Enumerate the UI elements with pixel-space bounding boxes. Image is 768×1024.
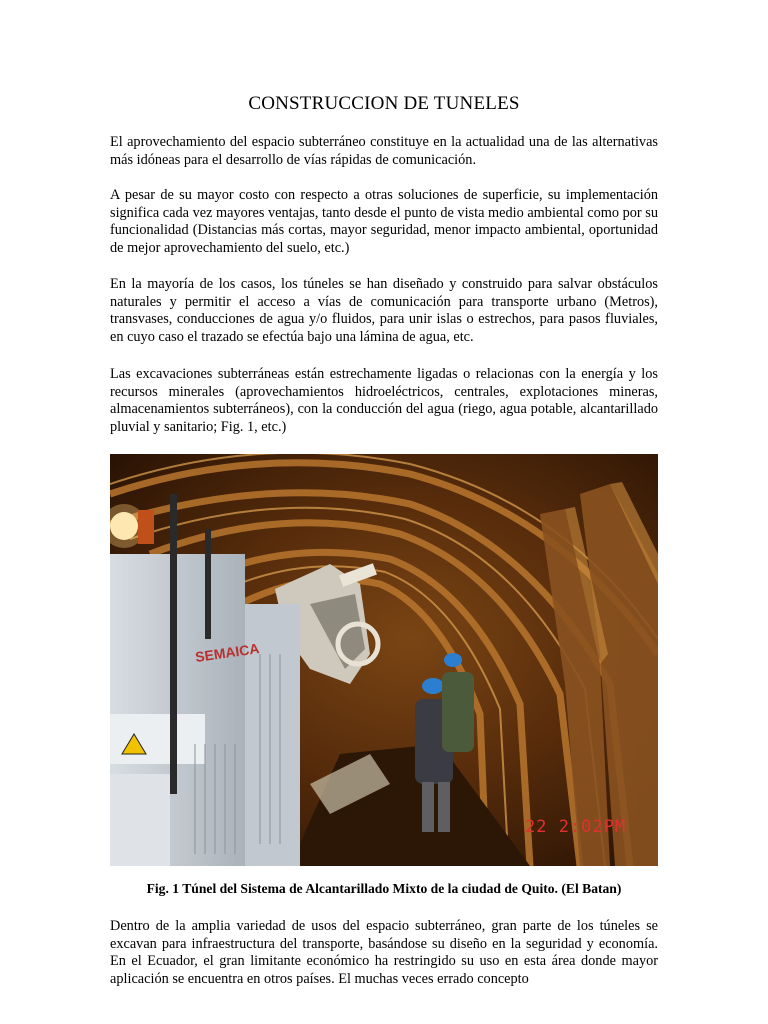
paragraph-uses: En la mayoría de los casos, los túneles se han diseñado y construido para salvar obstáculos naturales y permitir el acceso a vías de comunicación para transporte urbano (Metros), transvases, conducciones de agua y/o fluidos, para unir islas o estrechos, para pasos fluviales, en cuyo caso el trazado se efectúa bajo una lámina de agua, etc. — [110, 276, 658, 345]
paragraph-advantages: A pesar de su mayor costo con respecto a otras soluciones de superficie, su implementación significa cada vez mayores ventajas, tanto desde el punto de vista medio ambiental como por su funcionalidad (Distancias más cortas, mayor seguridad, menor impacto ambiental, oportunidad de mejor aprovechamiento del suelo, etc.) — [110, 187, 658, 256]
document-title: CONSTRUCCION DE TUNELES — [248, 93, 520, 114]
paragraph-transport: Dentro de la amplia variedad de usos del espacio subterráneo, gran parte de los túneles se excavan para infraestructura del transporte, basándose su diseño en la seguridad y economía. En el Ecuador, el gran limitante económico ha restringido su uso en esta área donde mayor aplicación se encuentra en otros países. El muchas veces errado concepto — [110, 918, 658, 987]
figure-caption: Fig. 1 Túnel del Sistema de Alcantarillado Mixto de la ciudad de Quito. (El Batan) — [146, 881, 622, 896]
tunnel-photo — [110, 454, 658, 866]
machine-brand-text: SEMAICA — [194, 640, 261, 665]
paragraph-intro: El aprovechamiento del espacio subterráneo constituye en la actualidad una de las alternativas más idóneas para el desarrollo de vías rápidas de comunicación. — [110, 134, 658, 168]
photo-timestamp: 22 2:02PM — [525, 817, 627, 837]
paragraph-excavations: Las excavaciones subterráneas están estrechamente ligadas o relacionas con la energía y los recursos minerales (aprovechamientos hidroeléctricos, centrales, explotaciones mineras, almacenamientos subterráneos), con la conducción del agua (riego, agua potable, alcantarillado pluvial y sanitario; Fig. 1, etc.) — [110, 366, 658, 435]
